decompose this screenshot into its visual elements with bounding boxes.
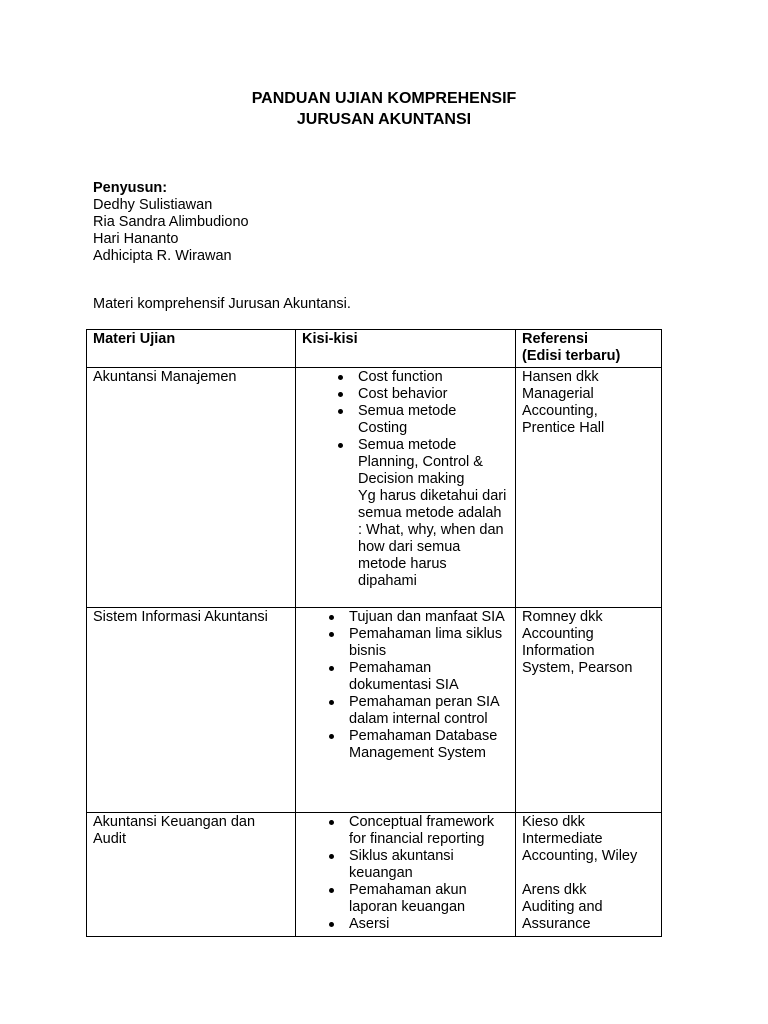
- kisi-list: [302, 369, 509, 590]
- bullet-icon: [329, 820, 334, 825]
- header-kisi: Kisi-kisi: [296, 330, 516, 368]
- header-materi: Materi Ujian: [87, 330, 296, 368]
- table-row: [87, 813, 662, 937]
- bullet-icon: [329, 615, 334, 620]
- exam-material-table: [86, 329, 662, 937]
- bullet-icon: [329, 734, 334, 739]
- list-item: Pemahaman Database Management System: [349, 728, 509, 762]
- table-row: [87, 368, 662, 608]
- bullet-icon: [338, 443, 343, 448]
- list-item: Semua metode Costing: [358, 403, 509, 437]
- bullet-icon: [329, 922, 334, 927]
- materi-cell: Sistem Informasi Akuntansi: [87, 608, 296, 813]
- header-ref-line-1: Referensi: [522, 331, 589, 347]
- document-title: [0, 88, 768, 130]
- header-ref-line-2: (Edisi terbaru): [522, 348, 621, 364]
- header-referensi: [516, 330, 662, 368]
- list-item: Conceptual framework for financial reporting: [349, 814, 509, 848]
- kisi-list: [302, 814, 509, 933]
- title-line-1: PANDUAN UJIAN KOMPREHENSIF: [251, 90, 517, 107]
- list-item: Asersi: [349, 916, 509, 933]
- materi-cell: Akuntansi Manajemen: [87, 368, 296, 608]
- ref-cell: Romney dkk Accounting Information System, Pearson: [516, 608, 662, 813]
- materi-cell: Akuntansi Keuangan dan Audit: [87, 813, 296, 937]
- bullet-icon: [329, 700, 334, 705]
- bullet-icon: [338, 375, 343, 380]
- authors-block: [93, 180, 249, 265]
- kisi-cell: [296, 608, 516, 813]
- bullet-icon: [338, 409, 343, 414]
- list-item: Cost function: [358, 369, 509, 386]
- list-item: Pemahaman akun laporan keuangan: [349, 882, 509, 916]
- bullet-icon: [329, 632, 334, 637]
- table-header-row: [87, 330, 662, 368]
- author-name: Dedhy Sulistiawan: [93, 197, 213, 213]
- ref-cell: Kieso dkk Intermediate Accounting, Wiley Arens dkk Auditing and Assurance: [516, 813, 662, 937]
- list-item: Semua metode Planning, Control & Decision making: [358, 437, 509, 488]
- intro-text: Materi komprehensif Jurusan Akuntansi.: [93, 296, 351, 312]
- list-item: Cost behavior: [358, 386, 509, 403]
- kisi-cell: [296, 368, 516, 608]
- table-row: [87, 608, 662, 813]
- list-item: Siklus akuntansi keuangan: [349, 848, 509, 882]
- author-name: Adhicipta R. Wirawan: [93, 248, 232, 264]
- author-name: Ria Sandra Alimbudiono: [93, 214, 249, 230]
- bullet-icon: [329, 854, 334, 859]
- authors-label: Penyusun:: [93, 180, 168, 196]
- list-item: Pemahaman dokumentasi SIA: [349, 660, 509, 694]
- kisi-cell: [296, 813, 516, 937]
- author-name: Hari Hananto: [93, 231, 179, 247]
- bullet-icon: [329, 888, 334, 893]
- kisi-note: Yg harus diketahui dari semua metode adalah : What, why, when dan how dari semua metode harus dipahami: [358, 488, 507, 589]
- list-item: Tujuan dan manfaat SIA: [349, 609, 509, 626]
- list-item: Pemahaman lima siklus bisnis: [349, 626, 509, 660]
- bullet-icon: [329, 666, 334, 671]
- bullet-icon: [338, 392, 343, 397]
- title-line-2: JURUSAN AKUNTANSI: [296, 111, 472, 128]
- ref-cell: Hansen dkk Managerial Accounting, Prentice Hall: [516, 368, 662, 608]
- list-item: Pemahaman peran SIA dalam internal control: [349, 694, 509, 728]
- kisi-list: [302, 609, 509, 762]
